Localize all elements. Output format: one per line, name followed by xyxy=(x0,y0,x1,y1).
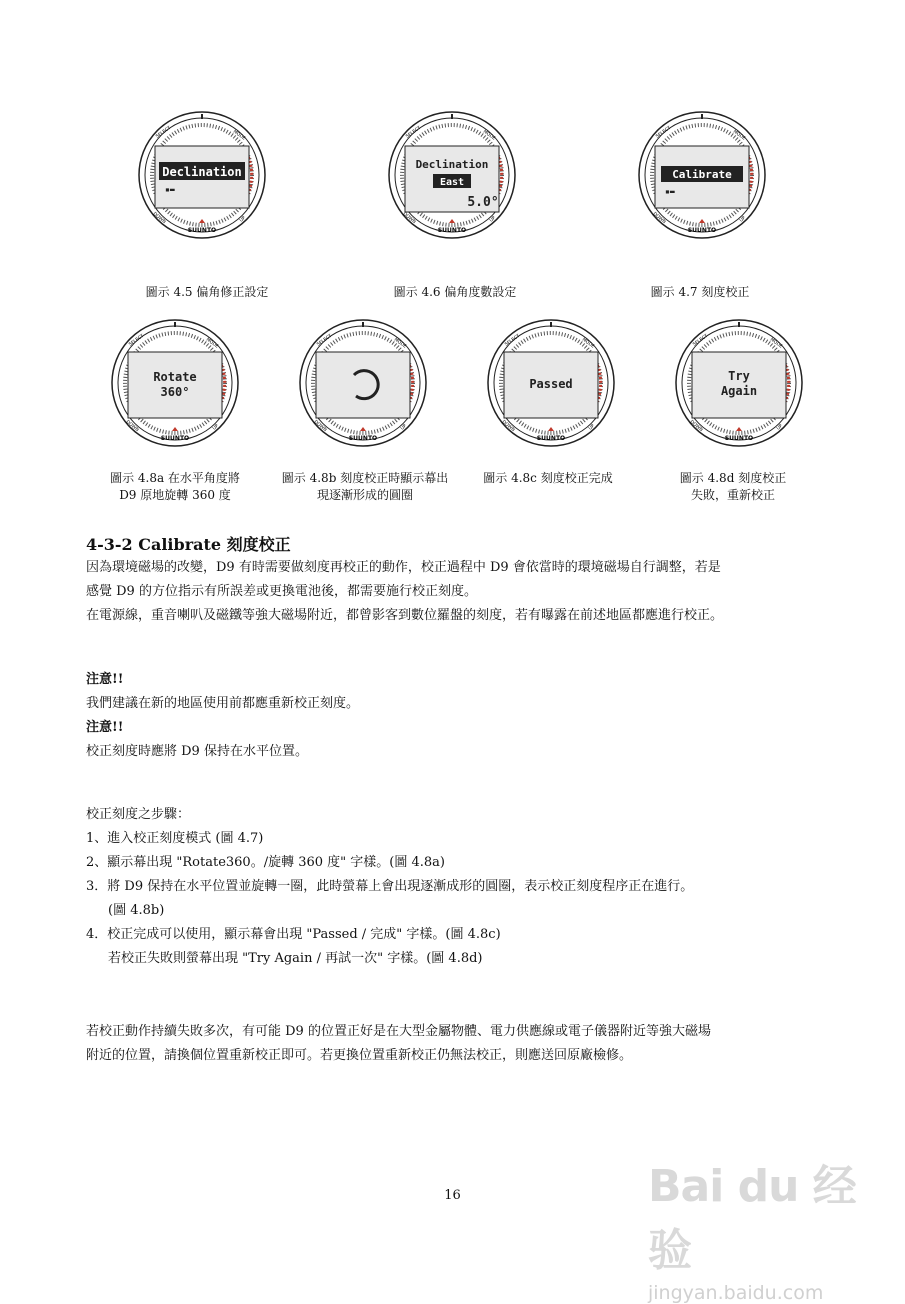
select-label: SELECT xyxy=(655,125,673,140)
screen-line: Rotate xyxy=(153,370,197,384)
watermark-url: jingyan.baidu.com xyxy=(648,1282,824,1304)
dive-computer-illustration xyxy=(110,318,240,448)
screen-line: Calibrate xyxy=(672,168,732,181)
figure-caption-4-7: 圖示 4.7 刻度校正 xyxy=(650,285,750,299)
screen-indicator: ▪▬ xyxy=(665,187,675,196)
up-label: UP xyxy=(776,423,784,432)
text-line: 因為環境磁場的改變，D9 有時需要做刻度再校正的動作，校正過程中 D9 會依當時的環境磁場自行調整，若是 xyxy=(86,560,721,575)
mode-label: MODE xyxy=(731,129,746,142)
dive-computer-illustration xyxy=(298,318,428,448)
mode-label: MODE xyxy=(768,337,783,350)
declination-value: 5.0° xyxy=(467,195,499,210)
step-item-continued: 若校正失敗則螢幕出現 "Try Again / 再試一次" 字樣。(圖 4.8d) xyxy=(108,951,483,966)
up-label: UP xyxy=(400,423,408,432)
section-heading: 4-3-2 Calibrate 刻度校正 xyxy=(86,535,291,554)
caption-line: D9 原地旋轉 360 度 xyxy=(119,488,231,502)
step-item: 4．校正完成可以使用，顯示幕會出現 "Passed / 完成" 字樣。(圖 4.8c) xyxy=(86,927,501,942)
select-label: SELECT xyxy=(692,333,710,348)
steps-title: 校正刻度之步驟： xyxy=(86,807,191,822)
select-label: SELECT xyxy=(405,125,423,140)
screen-line: Declination xyxy=(415,158,489,171)
figure-caption-4-8c xyxy=(478,470,618,487)
up-label: UP xyxy=(489,215,497,224)
watch-figure-4-5 xyxy=(137,110,267,240)
screen-indicator: ▪▬ xyxy=(165,185,175,194)
watermark-logo: Bai du 经验 xyxy=(648,1161,856,1276)
select-label: SELECT xyxy=(128,333,146,348)
watch-figure-4-8a xyxy=(110,318,240,448)
caption-line: 現逐漸形成的圓圈 xyxy=(316,488,413,502)
note-title: 注意!! xyxy=(86,720,124,735)
text-line: 附近的位置，請換個位置重新校正即可。若更換位置重新校正仍無法校正，則應送回原廠檢修。 xyxy=(86,1048,633,1063)
mode-label: MODE xyxy=(231,129,246,142)
screen-line: East xyxy=(439,177,465,188)
figure-caption-4-8a xyxy=(100,470,250,504)
up-label: UP xyxy=(239,215,247,224)
mode-label: MODE xyxy=(392,337,407,350)
note-text: 我們建議在新的地區使用前都應重新校正刻度。 xyxy=(86,696,360,711)
watch-figure-4-7 xyxy=(637,110,767,240)
down-label: DOWN xyxy=(124,419,140,434)
step-item: 3．將 D9 保持在水平位置並旋轉一圈，此時螢幕上會出現逐漸成形的圓圈，表示校正刻度程序正在進行。 xyxy=(86,879,694,894)
text-line: 若校正動作持續失敗多次，有可能 D9 的位置正好是在大型金屬物體、電力供應線或電子儀器附近等強大磁場 xyxy=(86,1024,711,1039)
down-label: DOWN xyxy=(312,419,328,434)
figure-caption-4-8d xyxy=(673,470,793,504)
step-item: 2、顯示幕出現 "Rotate360。/旋轉 360 度" 字樣。(圖 4.8a) xyxy=(86,855,445,870)
mode-label: MODE xyxy=(481,129,496,142)
watch-figure-4-6 xyxy=(387,110,517,240)
down-label: DOWN xyxy=(688,419,704,434)
steps-block xyxy=(86,803,693,971)
figure-caption-4-8b xyxy=(280,470,450,504)
screen-line: Declination xyxy=(162,165,242,179)
brand-label: SUUNTO xyxy=(536,435,566,442)
brand-label: SUUNTO xyxy=(687,227,717,234)
dive-computer-illustration xyxy=(637,110,767,240)
caption-line: 圖示 4.8d 刻度校正 xyxy=(679,471,787,485)
select-label: SELECT xyxy=(316,333,334,348)
caption-line: 圖示 4.8b 刻度校正時顯示幕出 xyxy=(281,471,449,485)
mode-label: MODE xyxy=(580,337,595,350)
step-item-continued: (圖 4.8b) xyxy=(108,903,165,918)
figure-caption-4-6: 圖示 4.6 偏角度數設定 xyxy=(393,285,517,299)
down-label: DOWN xyxy=(651,211,667,226)
dive-computer-illustration xyxy=(674,318,804,448)
screen-line: Again xyxy=(720,384,758,398)
brand-label: SUUNTO xyxy=(724,435,754,442)
brand-label: SUUNTO xyxy=(160,435,190,442)
up-label: UP xyxy=(588,423,596,432)
text-line: 感覺 D9 的方位指示有所誤差或更換電池後，都需要施行校正刻度。 xyxy=(86,584,477,599)
screen-line: Passed xyxy=(529,377,573,391)
note-block xyxy=(86,668,359,764)
dive-computer-illustration xyxy=(486,318,616,448)
up-label: UP xyxy=(739,215,747,224)
figure-caption-4-5: 圖示 4.5 偏角修正設定 xyxy=(145,285,269,299)
down-label: DOWN xyxy=(151,211,167,226)
caption-line: 失敗，重新校正 xyxy=(690,488,775,502)
brand-label: SUUNTO xyxy=(348,435,378,442)
dive-computer-illustration xyxy=(387,110,517,240)
text-line: 在電源線，重音喇叭及磁鐵等強大磁場附近，都曾影客到數位羅盤的刻度，若有曝露在前述地區都應進行校正。 xyxy=(86,608,724,623)
watch-figure-4-8d xyxy=(674,318,804,448)
note-text: 校正刻度時應將 D9 保持在水平位置。 xyxy=(86,744,308,759)
brand-label: SUUNTO xyxy=(437,227,467,234)
closing-paragraph xyxy=(86,1020,711,1068)
screen-line: 360° xyxy=(160,385,190,399)
down-label: DOWN xyxy=(500,419,516,434)
down-label: DOWN xyxy=(401,211,417,226)
screen-line: Try xyxy=(728,369,750,383)
mode-label: MODE xyxy=(204,337,219,350)
dive-computer-illustration xyxy=(137,110,267,240)
caption-line: 圖示 4.8a 在水平角度將 xyxy=(110,471,240,485)
note-title: 注意!! xyxy=(86,672,124,687)
watch-figure-4-8b xyxy=(298,318,428,448)
select-label: SELECT xyxy=(504,333,522,348)
baidu-watermark xyxy=(648,1150,868,1304)
step-item: 1、進入校正刻度模式 (圖 4.7) xyxy=(86,831,264,846)
intro-paragraph xyxy=(86,556,723,628)
caption-line: 圖示 4.8c 刻度校正完成 xyxy=(483,471,613,485)
select-label: SELECT xyxy=(155,125,173,140)
up-label: UP xyxy=(212,423,220,432)
watch-figure-4-8c xyxy=(486,318,616,448)
brand-label: SUUNTO xyxy=(187,227,217,234)
page-number: 16 xyxy=(444,1188,461,1203)
